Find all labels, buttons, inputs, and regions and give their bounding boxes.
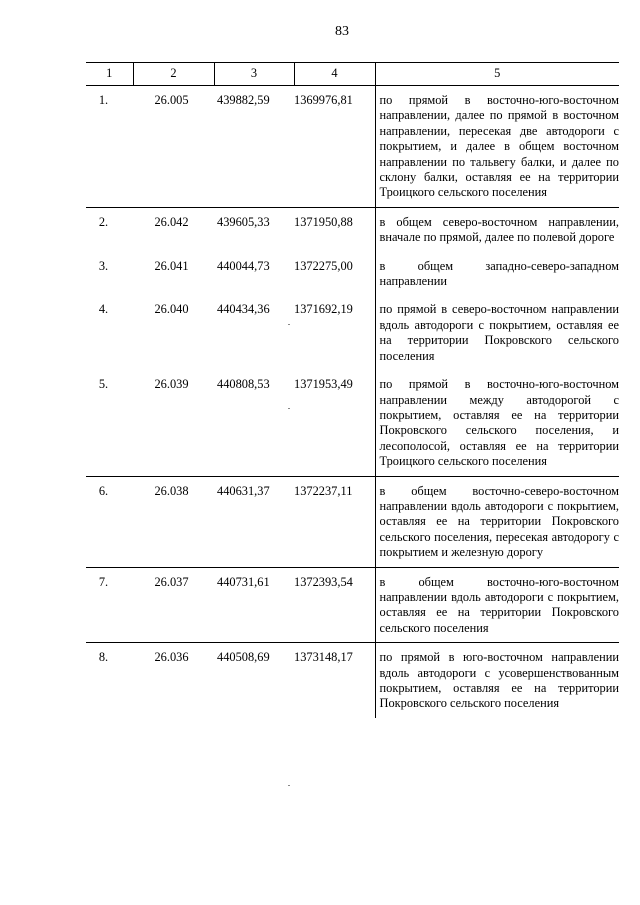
coord-y: 1373148,17 — [294, 643, 375, 718]
coord-y: 1371950,88 — [294, 207, 375, 251]
header-col-1: 1 — [86, 63, 133, 86]
coord-x: 439882,59 — [217, 93, 270, 107]
coord-x: 440508,69 — [214, 643, 294, 718]
coord-x: 440631,37 — [214, 476, 294, 567]
header-col-3: 3 — [214, 63, 294, 86]
boundary-table — [86, 62, 619, 718]
scan-mark — [288, 324, 290, 325]
coord-y: 1372275,00 — [294, 258, 353, 273]
table-row — [86, 643, 619, 718]
table-row — [86, 207, 619, 251]
point-id: 26.036 — [133, 643, 214, 718]
coord-x: 440808,53 — [217, 377, 270, 392]
coord-y: 1369976,81 — [294, 93, 353, 107]
row-number: 4. — [98, 302, 109, 317]
table-row — [86, 295, 619, 370]
scan-mark — [288, 785, 290, 786]
table-row — [86, 567, 619, 643]
row-number: 3. — [98, 258, 109, 273]
coord-y: 1372237,11 — [294, 476, 375, 567]
boundary-description: по прямой в юго-восточном направлении вдоль автодороги с усовершенствованным покрытием, оставляя ее на территории Покровского сельского поселения — [375, 643, 619, 718]
row-number: 1. — [98, 93, 109, 107]
coord-y: 1371953,49 — [294, 377, 353, 392]
point-id: 26.038 — [133, 476, 214, 567]
boundary-description: по прямой в восточно-юго-восточном направлении между автодорогой с покрытием, оставляя ее на территории Покровского сельского поселения, и лесополосой, оставляя ее на территории Троицкого сельского поселения — [375, 370, 619, 476]
row-number: 8. — [86, 643, 133, 718]
boundary-description: по прямой в северо-восточном направлении вдоль автодороги с покрытием, оставляя ее на территории Покровского сельского поселения — [375, 295, 619, 370]
page-number: 83 — [335, 24, 349, 39]
point-id: 26.005 — [154, 93, 189, 107]
coord-x: 439605,33 — [214, 207, 294, 251]
coord-x: 440434,36 — [217, 302, 270, 317]
scan-mark — [288, 408, 290, 409]
coord-y: 1372393,54 — [294, 567, 375, 643]
point-id: 26.039 — [154, 377, 189, 392]
header-col-5: 5 — [375, 63, 619, 86]
table-row — [86, 370, 619, 476]
row-number: 7. — [86, 567, 133, 643]
boundary-description: в общем северо-восточном направлении, вначале по прямой, далее по полевой дороге — [375, 207, 619, 251]
coord-x: 440731,61 — [214, 567, 294, 643]
table-header-row — [86, 63, 619, 86]
boundary-description: в общем восточно-юго-восточном направлении вдоль автодороги с покрытием, оставляя ее на территории Покровского сельского поселения — [375, 567, 619, 643]
coord-x: 440044,73 — [217, 258, 270, 273]
row-number: 2. — [86, 207, 133, 251]
table-row — [86, 252, 619, 296]
header-col-4: 4 — [294, 63, 375, 86]
point-id: 26.041 — [154, 258, 189, 273]
coord-y: 1371692,19 — [294, 302, 353, 317]
point-id: 26.037 — [133, 567, 214, 643]
boundary-description: по прямой в восточно-юго-восточном направлении, далее по прямой в восточном направлении, пересекая две автодороги с покрытием, и далее в общем восточном направлении по тальвегу балки, и далее по склону балки, оставляя ее на территории Троицкого сельского поселения — [375, 86, 619, 208]
row-number: 5. — [98, 377, 109, 392]
table-row — [86, 86, 619, 208]
boundary-description: в общем западно-северо-западном направлении — [375, 252, 619, 296]
table-row — [86, 476, 619, 567]
boundary-description: в общем восточно-северо-восточном направлении вдоль автодороги с покрытием, оставляя ее на территории Покровского сельского поселения, пересекая автодорогу с покрытием и железную дорогу — [375, 476, 619, 567]
point-id: 26.042 — [133, 207, 214, 251]
row-number: 6. — [86, 476, 133, 567]
header-col-2: 2 — [133, 63, 214, 86]
point-id: 26.040 — [154, 302, 189, 317]
